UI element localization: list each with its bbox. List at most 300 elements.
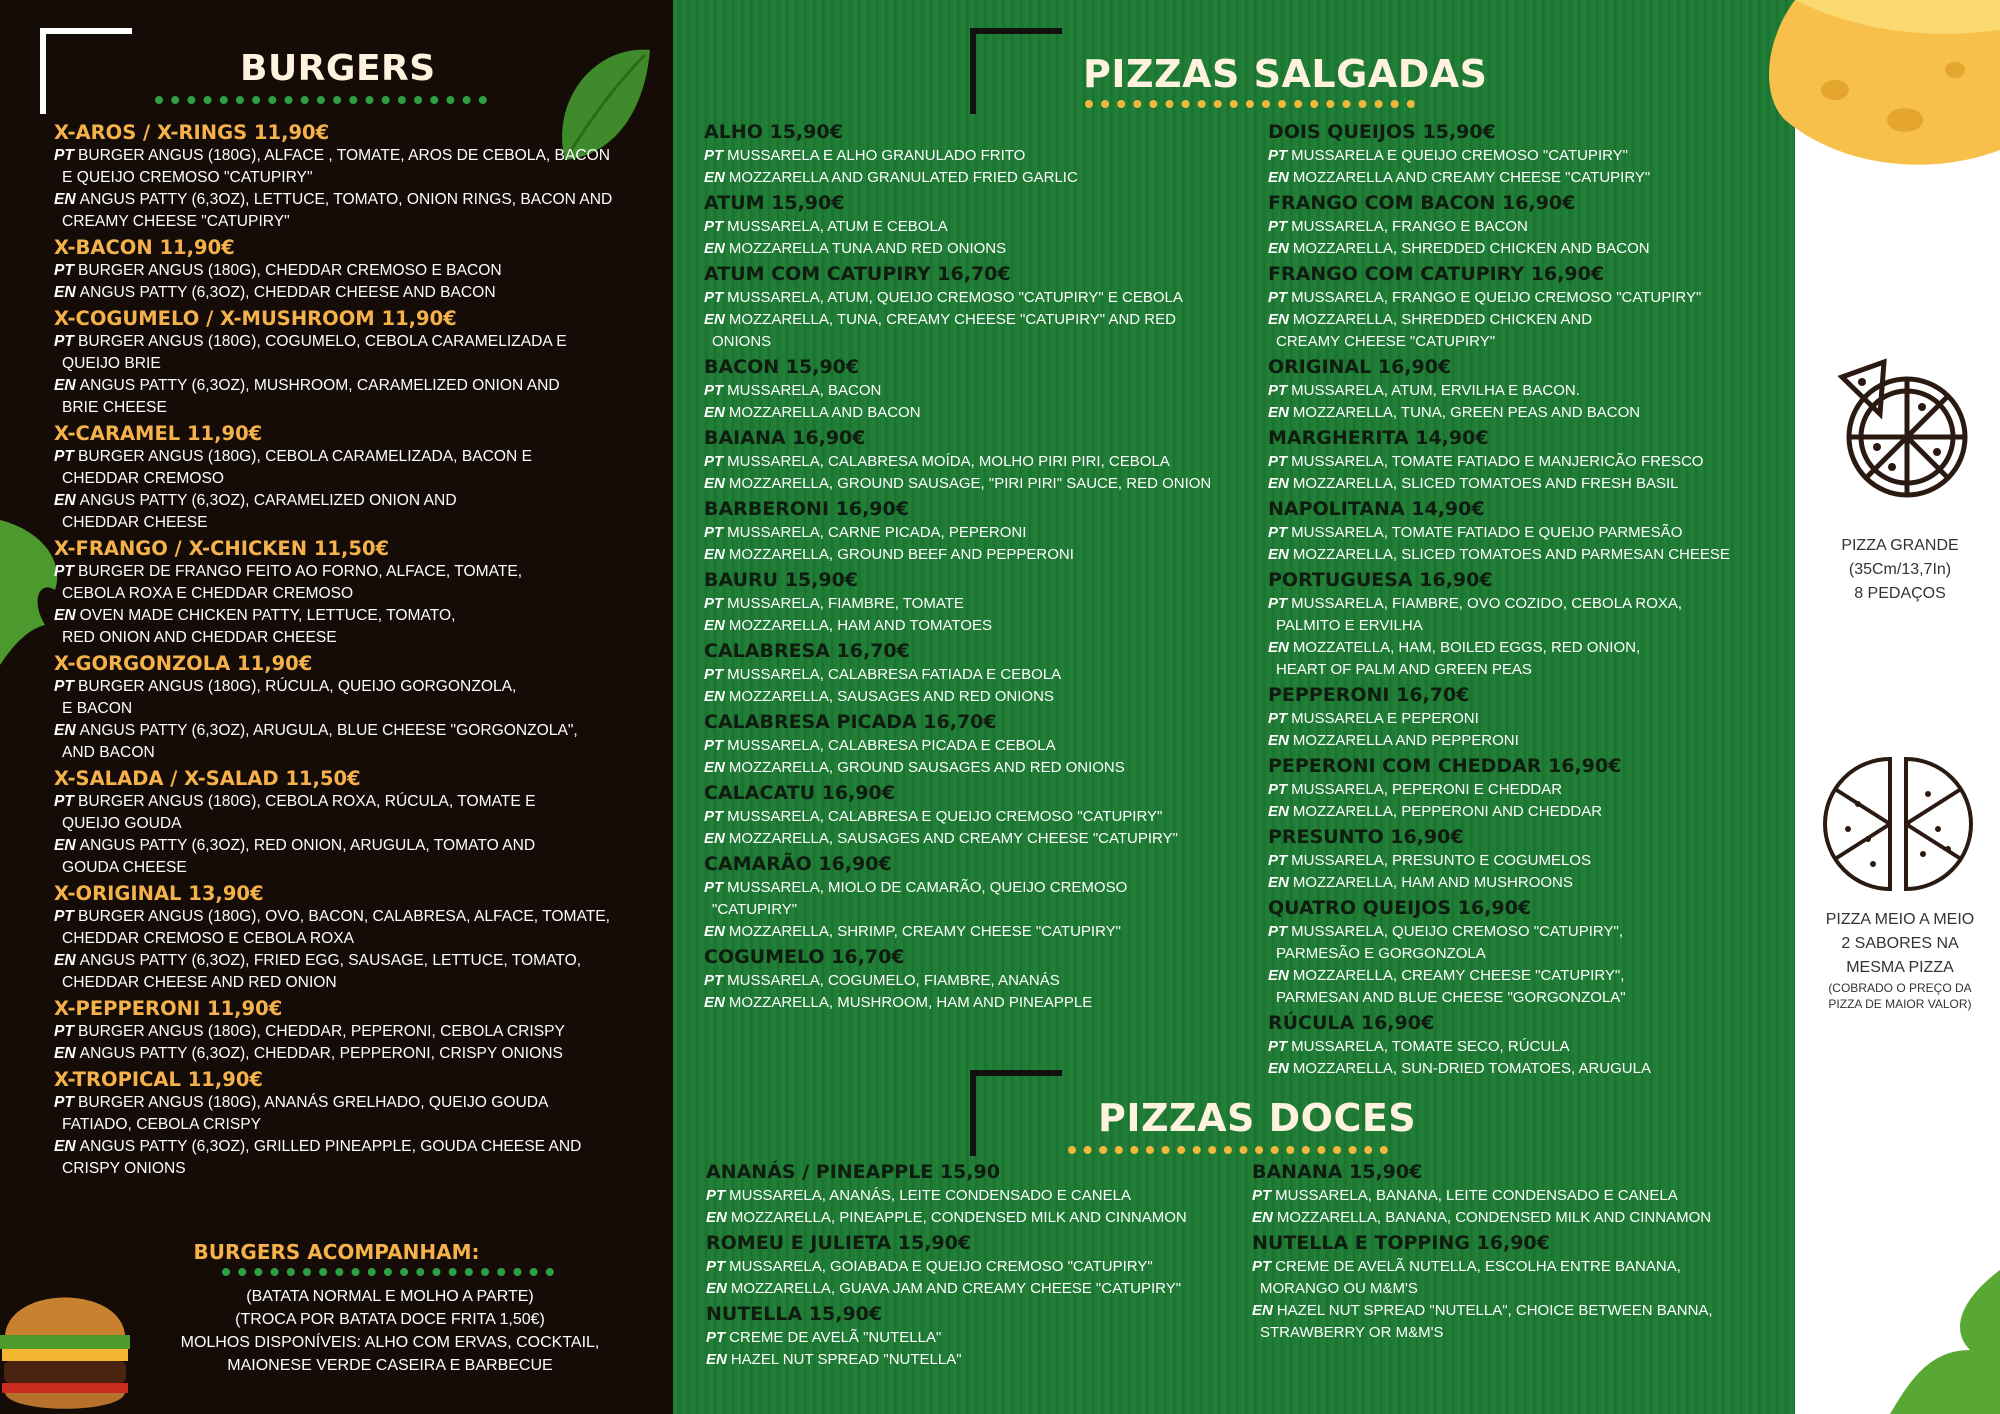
menu-item-name: QUATRO QUEIJOS 16,90€ [1268,897,1532,919]
menu-item-line [704,167,1259,189]
description-text: BURGER ANGUS (180G), COGUMELO, CEBOLA CARAMELIZADA E [77,333,567,350]
description-text: MUSSARELA, CALABRESA FATIADA E CEBOLA [727,666,1062,683]
description-text: CREME DE AVELÃ NUTELLA, ESCOLHA ENTRE BANANA, [1275,1258,1681,1275]
language-tag: EN [704,169,725,186]
description-text: MUSSARELA, PEPERONI E CHEDDAR [1291,781,1563,798]
language-tag: PT [1268,147,1288,164]
menu-item-line [1268,544,1788,566]
language-tag: PT [1268,453,1288,470]
description-text: MUSSARELA, ATUM, QUEIJO CREMOSO "CATUPIRY" E CEBOLA [727,289,1183,306]
language-tag: PT [54,262,74,279]
description-text: BURGER DE FRANGO FEITO AO FORNO, ALFACE, TOMATE, [77,563,523,580]
language-tag: PT [704,524,724,541]
language-tag: EN [54,1045,76,1062]
accompany-title: BURGERS ACOMPANHAM: [193,1240,480,1264]
accompany-line: MOLHOS DISPONÍVEIS: ALHO COM ERVAS, COCKTAIL, [180,1334,600,1351]
description-text: "CATUPIRY" [712,901,798,918]
menu-item-name: X-CARAMEL 11,90€ [54,422,263,445]
menu-item-line [704,806,1259,828]
description-text: MUSSARELA, FRANGO E BACON [1291,218,1528,235]
menu-item-line [54,512,664,534]
description-text: MUSSARELA, PRESUNTO E COGUMELOS [1291,852,1591,869]
menu-item [1268,825,1788,894]
language-tag: EN [706,1209,727,1226]
menu-item-name: X-FRANGO / X-CHICKEN 11,50€ [54,537,390,560]
language-tag: PT [704,972,724,989]
description-text: CHEDDAR CHEESE [62,514,208,531]
menu-item-name: RÚCULA 16,90€ [1268,1012,1435,1034]
menu-item-line [54,835,664,857]
description-text: BURGER ANGUS (180G), CEBOLA ROXA, RÚCULA, TOMATE E [77,793,536,810]
description-text: HAZEL NUT SPREAD "NUTELLA", CHOICE BETWEEN BANNA, [1276,1302,1713,1319]
menu-item-name: ANANÁS / PINEAPPLE 15,90 [706,1161,1000,1183]
menu-item-line [704,735,1259,757]
menu-item-line [704,287,1259,309]
menu-item-name: X-TROPICAL 11,90€ [54,1068,263,1091]
language-tag: PT [54,1094,74,1111]
burger-photo-icon [0,1275,130,1414]
menu-item [1268,120,1788,189]
description-text: MOZZARELLA, SLICED TOMATOES AND PARMESAN CHEESE [1292,546,1730,563]
description-text: MUSSARELA, CARNE PICADA, PEPERONI [727,524,1027,541]
description-text: E BACON [62,700,133,717]
description-text: CHEDDAR CHEESE AND RED ONION [62,974,337,991]
description-text: E QUEIJO CREMOSO "CATUPIRY" [62,169,313,186]
description-text: MOZZARELLA TUNA AND RED ONIONS [728,240,1007,257]
language-tag: EN [1268,404,1289,421]
menu-item-line [1252,1278,1792,1300]
menu-item [1268,262,1788,353]
description-text: MUSSARELA E PEPERONI [1291,710,1479,727]
menu-item-name: DOIS QUEIJOS 15,90€ [1268,121,1496,143]
menu-item-name: BACON 15,90€ [704,356,860,378]
language-tag: EN [54,492,76,509]
menu-item-line [54,950,664,972]
menu-item-line [54,906,664,928]
menu-item-line [1268,309,1788,331]
description-text: CRISPY ONIONS [62,1160,186,1177]
menu-item-line [54,857,664,879]
menu-item-line [54,282,664,304]
language-tag: EN [1268,1060,1289,1077]
menu-item-name: ORIGINAL 16,90€ [1268,356,1452,378]
menu-item-line [54,791,664,813]
language-tag: PT [706,1258,726,1275]
menu-item [54,421,664,534]
description-text: MUSSARELA, BANANA, LEITE CONDENSADO E CANELA [1275,1187,1678,1204]
language-tag: EN [1268,475,1289,492]
menu-item-line [1252,1207,1792,1229]
description-text: MOZZARELLA, GROUND BEEF AND PEPPERONI [728,546,1074,563]
description-text: MUSSARELA, FIAMBRE, TOMATE [727,595,964,612]
language-tag: PT [1268,524,1288,541]
menu-item-line [704,899,1259,921]
menu-item-name: ATUM 15,90€ [704,192,845,214]
menu-item-line [54,928,664,950]
menu-item-line [704,402,1259,424]
menu-item-line [54,1021,664,1043]
menu-item [704,191,1259,260]
menu-item [1252,1160,1792,1229]
language-tag: EN [1268,240,1289,257]
description-text: BURGER ANGUS (180G), CHEDDAR, PEPERONI, CEBOLA CRISPY [77,1023,565,1040]
description-text: MOZZARELLA, HAM AND MUSHROONS [1292,874,1573,891]
menu-item-line [1252,1185,1792,1207]
meio-a-meio-info [1800,908,2000,1012]
menu-item-name: FRANGO COM CATUPIRY 16,90€ [1268,263,1605,285]
description-text: CREAMY CHEESE "CATUPIRY" [62,213,290,230]
language-tag: PT [1268,1038,1288,1055]
language-tag: EN [704,830,725,847]
description-text: MOZZARELLA, GROUND SAUSAGE, "PIRI PIRI" SAUCE, RED ONION [728,475,1212,492]
menu-item-line [1268,779,1788,801]
menu-item-line [1268,850,1788,872]
description-text: BRIE CHEESE [62,399,167,416]
language-tag: EN [1268,874,1289,891]
menu-item-line [706,1278,1251,1300]
description-text: MUSSARELA, COGUMELO, FIAMBRE, ANANÁS [727,972,1060,989]
description-text: GOUDA CHEESE [62,859,187,876]
description-text: PALMITO E ERVILHA [1276,617,1423,634]
menu-item [704,262,1259,353]
language-tag: EN [1268,546,1289,563]
burgers-title-dots [155,96,487,104]
menu-item-name: X-BACON 11,90€ [54,236,235,259]
language-tag: EN [704,475,725,492]
description-text: MORANGO OU M&M'S [1260,1280,1418,1297]
description-text: HAZEL NUT SPREAD "NUTELLA" [730,1351,962,1368]
menu-item [706,1231,1251,1300]
menu-item-line [54,1092,664,1114]
menu-item-name: BAURU 15,90€ [704,569,859,591]
menu-item-name: X-GORGONZOLA 11,90€ [54,652,313,675]
language-tag: EN [1252,1209,1273,1226]
language-tag: PT [706,1187,726,1204]
description-text: ANGUS PATTY (6,3OZ), FRIED EGG, SAUSAGE, LETTUCE, TOMATO, [79,952,582,969]
menu-item-line [54,145,664,167]
language-tag: PT [704,808,724,825]
doces-list-1 [706,1160,1251,1373]
language-tag: PT [704,595,724,612]
language-tag: EN [54,722,76,739]
salgadas-corner-frame [970,28,1062,114]
language-tag: PT [1268,852,1288,869]
language-tag: PT [54,1023,74,1040]
language-tag: PT [54,147,74,164]
language-tag: EN [706,1351,727,1368]
menu-item-name: PEPERONI COM CHEDDAR 16,90€ [1268,755,1622,777]
description-text: MOZZARELLA AND PEPPERONI [1292,732,1519,749]
language-tag: EN [1268,169,1289,186]
menu-item [704,426,1259,495]
menu-item-line [1268,987,1788,1009]
menu-item-name: CAMARÃO 16,90€ [704,853,892,875]
menu-item-line [706,1327,1251,1349]
language-tag: EN [704,240,725,257]
menu-item-line [706,1185,1251,1207]
description-text: MOZZARELLA AND BACON [728,404,921,421]
accompany-dots [222,1268,554,1276]
menu-item-line [54,353,664,375]
menu-item-name: CALABRESA PICADA 16,70€ [704,711,997,733]
description-text: ANGUS PATTY (6,3OZ), CARAMELIZED ONION AND [79,492,457,509]
description-text: MUSSARELA, FIAMBRE, OVO COZIDO, CEBOLA ROXA, [1291,595,1683,612]
meio-line: 2 SABORES NA [1841,935,1959,952]
menu-item-line [1252,1300,1792,1322]
language-tag: PT [1252,1258,1272,1275]
pizzas-salgadas-title: PIZZAS SALGADAS [1083,52,1488,96]
description-text: MUSSARELA E QUEIJO CREMOSO "CATUPIRY" [1291,147,1628,164]
menu-item-line [54,561,664,583]
menu-item-line [1268,659,1788,681]
language-tag: EN [54,1138,76,1155]
menu-item-line [704,877,1259,899]
menu-item [54,766,664,879]
description-text: MOZZARELLA, BANANA, CONDENSED MILK AND CINNAMON [1276,1209,1712,1226]
menu-item-name: X-AROS / X-RINGS 11,90€ [54,121,330,144]
menu-item-line [54,742,664,764]
menu-item-line [54,676,664,698]
menu-item-line [704,145,1259,167]
salgadas-list-2 [1268,120,1788,1082]
menu-item-line [704,686,1259,708]
menu-item-line [1268,402,1788,424]
menu-item-line [1268,238,1788,260]
description-text: MOZZARELLA, SLICED TOMATOES AND FRESH BASIL [1292,475,1679,492]
menu-item-line [54,375,664,397]
menu-item-name: ALHO 15,90€ [704,121,843,143]
menu-item-line [54,698,664,720]
description-text: MUSSARELA, CALABRESA E QUEIJO CREMOSO "CATUPIRY" [727,808,1163,825]
menu-item-line [706,1349,1251,1371]
description-text: MOZZARELLA AND CREAMY CHEESE "CATUPIRY" [1292,169,1651,186]
doces-title-dots [1068,1146,1388,1154]
language-tag: PT [54,563,74,580]
language-tag: EN [1268,967,1289,984]
description-text: STRAWBERRY OR M&M'S [1260,1324,1444,1341]
menu-item [1268,497,1788,566]
cheese-icon [1755,0,2000,175]
menu-item [704,355,1259,424]
menu-item-line [54,1136,664,1158]
language-tag: EN [1268,803,1289,820]
menu-item-line [1268,921,1788,943]
language-tag: EN [704,688,725,705]
menu-item [1268,1011,1788,1080]
meio-line: PIZZA MEIO A MEIO [1825,911,1975,928]
description-text: ANGUS PATTY (6,3OZ), ARUGULA, BLUE CHEESE "GORGONZOLA", [79,722,578,739]
language-tag: EN [704,617,725,634]
menu-item [1268,191,1788,260]
menu-item-line [1268,473,1788,495]
language-tag: PT [1268,781,1288,798]
language-tag: PT [1268,923,1288,940]
description-text: ANGUS PATTY (6,3OZ), CHEDDAR, PEPPERONI, CRISPY ONIONS [79,1045,563,1062]
menu-item-line [1268,287,1788,309]
description-text: BURGER ANGUS (180G), ANANÁS GRELHADO, QUEIJO GOUDA [77,1094,549,1111]
menu-item-line [1268,965,1788,987]
menu-item-line [1268,1036,1788,1058]
description-text: MUSSARELA, CALABRESA MOÍDA, MOLHO PIRI PIRI, CEBOLA [727,453,1170,470]
description-text: MUSSARELA E ALHO GRANULADO FRITO [727,147,1026,164]
menu-item-line [54,972,664,994]
menu-item-line [54,627,664,649]
burgers-list [54,120,664,1182]
menu-item [704,852,1259,943]
description-text: MOZZARELLA, CREAMY CHEESE "CATUPIRY", [1292,967,1625,984]
menu-item-line [1268,167,1788,189]
description-text: PARMESÃO E GORGONZOLA [1276,945,1486,962]
description-text: MOZZARELLA, MUSHROOM, HAM AND PINEAPPLE [728,994,1093,1011]
menu-item-name: ROMEU E JULIETA 15,90€ [706,1232,972,1254]
language-tag: PT [54,908,74,925]
menu-item-line [704,216,1259,238]
pizza-grande-info [1800,534,2000,606]
menu-item [54,120,664,233]
menu-item-line [54,331,664,353]
menu-item-line [704,309,1259,331]
description-text: MUSSARELA, TOMATE FATIADO E MANJERICÃO FRESCO [1291,453,1704,470]
menu-item-name: CALACATU 16,90€ [704,782,895,804]
menu-item-line [54,397,664,419]
menu-item [704,120,1259,189]
language-tag: EN [54,607,76,624]
menu-item-line [704,473,1259,495]
language-tag: EN [704,311,725,328]
menu-item-name: BARBERONI 16,90€ [704,498,909,520]
menu-item-line [1268,801,1788,823]
menu-item [1252,1231,1792,1344]
menu-item-line [54,813,664,835]
description-text: MUSSARELA, GOIABADA E QUEIJO CREMOSO "CATUPIRY" [729,1258,1153,1275]
menu-item-name: NAPOLITANA 14,90€ [1268,498,1485,520]
description-text: MOZZARELLA, PINEAPPLE, CONDENSED MILK AND CINNAMON [730,1209,1187,1226]
description-text: CHEDDAR CREMOSO [62,470,225,487]
description-text: CREME DE AVELÃ "NUTELLA" [729,1329,942,1346]
menu-item-line [54,446,664,468]
description-text: RED ONION AND CHEDDAR CHEESE [62,629,337,646]
info-sidebar [1795,0,2000,1414]
description-text: CEBOLA ROXA E CHEDDAR CREMOSO [62,585,354,602]
language-tag: PT [704,289,724,306]
menu-item [704,710,1259,779]
language-tag: PT [1268,710,1288,727]
doces-corner-frame [970,1070,1062,1156]
pizzas-doces-title: PIZZAS DOCES [1098,1096,1417,1140]
language-tag: PT [704,147,724,164]
accompany-lines [120,1285,660,1377]
menu-item [54,536,664,649]
description-text: MOZZARELLA, SHREDDED CHICKEN AND BACON [1292,240,1650,257]
menu-item-name: MARGHERITA 14,90€ [1268,427,1489,449]
description-text: ANGUS PATTY (6,3OZ), LETTUCE, TOMATO, ONION RINGS, BACON AND [79,191,613,208]
menu-item-line [1268,943,1788,965]
menu-item [54,306,664,419]
menu-item-line [704,331,1259,353]
description-text: MOZZARELLA, PEPPERONI AND CHEDDAR [1292,803,1603,820]
description-text: ANGUS PATTY (6,3OZ), MUSHROOM, CARAMELIZED ONION AND [79,377,560,394]
menu-item-line [1252,1256,1792,1278]
menu-item [54,235,664,304]
menu-item-line [54,260,664,282]
description-text: MOZZARELLA, SHRIMP, CREAMY CHEESE "CATUPIRY" [728,923,1121,940]
description-text: ANGUS PATTY (6,3OZ), RED ONION, ARUGULA, TOMATO AND [79,837,536,854]
menu-item-line [1268,331,1788,353]
menu-item-line [704,757,1259,779]
menu-item-line [706,1256,1251,1278]
menu-item-name: NUTELLA 15,90€ [706,1303,883,1325]
language-tag: EN [54,284,76,301]
menu-item-name: PORTUGUESA 16,90€ [1268,569,1493,591]
language-tag: EN [1268,732,1289,749]
menu-item-line [54,1158,664,1180]
description-text: MUSSARELA, ATUM, ERVILHA E BACON. [1291,382,1580,399]
menu-item-name: ATUM COM CATUPIRY 16,70€ [704,263,1011,285]
description-text: MOZZARELLA AND GRANULATED FRIED GARLIC [728,169,1078,186]
language-tag: PT [1268,218,1288,235]
pizza-grande-line: PIZZA GRANDE [1841,537,1959,554]
menu-item-line [1268,1058,1788,1080]
menu-item-line [1268,593,1788,615]
menu-item-line [1268,615,1788,637]
menu-item-line [704,451,1259,473]
language-tag: PT [1268,289,1288,306]
language-tag: PT [704,737,724,754]
pizza-grande-line: 8 PEDAÇOS [1854,585,1946,602]
menu-item [1268,355,1788,424]
pizza-slices-icon [1822,352,1972,502]
language-tag: EN [704,994,725,1011]
description-text: MUSSARELA, BACON [727,382,882,399]
language-tag: EN [704,404,725,421]
language-tag: PT [704,382,724,399]
description-text: QUEIJO GOUDA [62,815,182,832]
menu-item [704,639,1259,708]
menu-item-line [54,189,664,211]
description-text: MOZZARELLA, HAM AND TOMATOES [728,617,992,634]
salgadas-title-dots [1085,100,1415,108]
language-tag: PT [54,333,74,350]
menu-item-line [1268,145,1788,167]
language-tag: EN [1268,311,1289,328]
menu-item-line [1268,872,1788,894]
menu-item-line [1268,637,1788,659]
menu-item-line [706,1207,1251,1229]
menu-item-line [704,921,1259,943]
menu-item-name: X-SALADA / X-SALAD 11,50€ [54,767,361,790]
description-text: MOZZARELLA, TUNA, CREAMY CHEESE "CATUPIRY" AND RED [728,311,1176,328]
menu-item-name: NUTELLA E TOPPING 16,90€ [1252,1232,1550,1254]
description-text: MUSSARELA, TOMATE SECO, RÚCULA [1291,1038,1570,1055]
menu-item-line [54,468,664,490]
menu-item-name: COGUMELO 16,70€ [704,946,905,968]
menu-item-line [54,583,664,605]
language-tag: PT [1268,595,1288,612]
language-tag: EN [704,923,725,940]
description-text: BURGER ANGUS (180G), ALFACE , TOMATE, AROS DE CEBOLA, BACON [77,147,611,164]
description-text: MUSSARELA, ANANÁS, LEITE CONDENSADO E CANELA [729,1187,1131,1204]
description-text: MUSSARELA, FRANGO E QUEIJO CREMOSO "CATUPIRY" [1291,289,1702,306]
menu-item-name: CALABRESA 16,70€ [704,640,910,662]
language-tag: EN [54,837,76,854]
language-tag: PT [706,1329,726,1346]
menu-item [706,1302,1251,1371]
menu-item-line [54,605,664,627]
language-tag: PT [54,678,74,695]
menu-item-line [704,992,1259,1014]
menu-item [54,996,664,1065]
menu-item-line [54,1043,664,1065]
